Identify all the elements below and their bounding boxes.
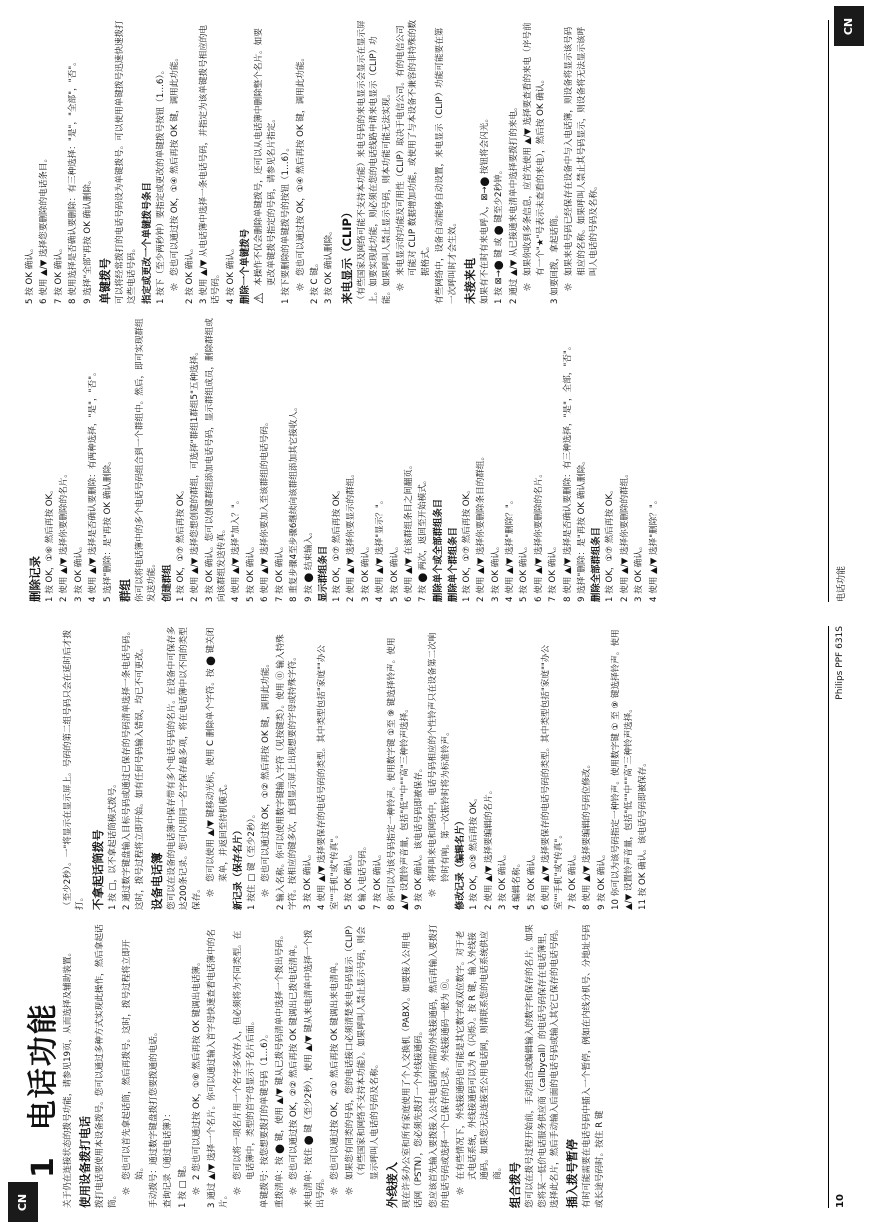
step: 1 按住 □ 键（至少2秒）。 xyxy=(247,809,258,910)
paragraph: 可以将经常拨打的电话号码设为单键拨号。可以使用单键拨号迅速快速拨打这些电话号码。 xyxy=(115,20,138,304)
step: 6 使用 ▲/▼ 选择您要删除的电话条目。 xyxy=(39,153,50,304)
tip-text: 您也可以通过按 OK，①② 然后再按 OK 键，调用此功能。 xyxy=(261,658,272,882)
heading-new-entry: 新记录（保存名片） xyxy=(233,825,245,910)
heading-group: 群组 xyxy=(118,579,133,602)
step: 4 编辑名称。 xyxy=(512,858,523,910)
step: 4 使用 ▲/▼ 选择"删除？"。 xyxy=(504,495,515,602)
step: 6 使用 ▲/▼ 选择你要删除的名片。 xyxy=(533,469,544,602)
tip-block xyxy=(232,924,257,1196)
step: 5 按 OK 确认。 xyxy=(519,541,530,602)
step: 3 按 OK 确认删除。 xyxy=(324,226,335,304)
step: 7 按 OK 确认。 xyxy=(568,849,578,910)
step: 3 通过 ▲/▼ 选择一个名片。你可以通过输入首字母快速查看电话簿中的名片。 xyxy=(206,929,230,1208)
tip-icon: ☼ xyxy=(287,1186,301,1196)
step: 8 使用 ▲/▼ 选择要编辑的号码位修改。 xyxy=(582,759,593,910)
heading-device-book: 设备电话簿 xyxy=(150,852,165,910)
step: 3 使用 ▲/▼ 从电话簿中选择一条电话号码，并指定为该单键拨号相应的电话号码。 xyxy=(199,25,222,304)
tip-text: 在有些情况下，外线接通码也可能是其它数字或双位数字。对于老式电话系统，外线接通码可以为 R（闪烁）。按 R 键，输入外线接通码。如果您无法连接至公用电话网，则请联系您的电话系统供应商。 xyxy=(455,930,503,1180)
paragraph: 现在许多办公室和所有家庭使用了个人交换机（PABX）。如要接入公用电话网（PSTN），您必须先拨打一个外线接通码。 xyxy=(401,932,425,1208)
paragraph: 拨打电话要使用本设备拨号。您可以通过多种方式实现此操作，然后拿起话筒。 xyxy=(95,924,118,1208)
step: 11 按 OK 确认。该电话号码即被保存。 xyxy=(638,758,649,910)
paragraph: （有些国家及网络可能不支持本功能）来电号码的来电显示会显示在显示屏上。如要实现此功能，则必须在您的电话线路申请来电显示（CLIP）功能。如果呼叫人禁止显示号码，则本功能可能无法实现。 xyxy=(356,20,392,304)
step: 3 按 OK 确认。 xyxy=(73,541,84,602)
step: 2 使用 ▲/▼ 选择你要显示的群组。 xyxy=(346,469,357,602)
tip-icon: ☼ xyxy=(426,888,440,898)
heading-delete-single-all-group: 删除单个或全部群组条目 xyxy=(432,498,444,602)
step: 8 使用选择是否确认要删除：有三种选择："是"，"全部"，"否"。 xyxy=(68,57,79,304)
tip-icon: ☼ xyxy=(521,282,535,292)
tip-block xyxy=(169,20,181,292)
step: 4 使用 ▲/▼ 选择要保存的电话号码的类型。其中类型包括"家庭""办公室""手机"或"传真"。 xyxy=(317,644,340,910)
paragraph: 单键拨号：按您想要拨打的单键号码（1…6）。 xyxy=(260,1029,271,1208)
tip-icon: ☼ xyxy=(168,282,182,292)
tip-text: 2 您也可以通过按 OK，①⑥ 然后再按 OK 键调出电话簿。 xyxy=(192,957,203,1180)
step: 6 输入电话号码。 xyxy=(358,841,369,910)
page-columns xyxy=(62,626,821,1208)
step: 3 按 OK 确认。 xyxy=(634,541,645,602)
tip-block xyxy=(329,924,341,1196)
tip-icon: ☼ xyxy=(393,282,407,292)
tip-text: 您也可以首先拿起话筒，然后再拨号。这时，拨号过程将立即开始。 xyxy=(122,939,145,1180)
step: 1 按 □，以不拿起话筒模式拨号。 xyxy=(107,779,118,910)
heading-delete-all-group: 删除全部群组条目 xyxy=(591,526,603,602)
heading-edit-entry: 修改记录（编辑名片） xyxy=(455,816,467,910)
paragraph: 有时可能需要在电话号码中插入一个暂停，例如在内线分机号、分地址号码或长途号码时。按住 R 键 xyxy=(582,924,605,1208)
step: 2 使用 ▲/▼ 选择你要删除条目的群组。 xyxy=(476,451,487,602)
heading-use-device: 使用设备拨打电话 xyxy=(78,1116,93,1208)
tip-text: 来电显示的功能及可用性（CLIP）取决于电信公司。有的电信公司可能对 CLIP 数据增加功能，或使用了与本设备不兼容的非特殊的数据格式。 xyxy=(395,20,431,276)
step: 7 按 OK 确认。 xyxy=(372,849,383,910)
step: 6 使用 ▲/▼ 选择你要加入至该群组的电话号码。 xyxy=(260,417,271,602)
page-header xyxy=(16,626,61,1211)
paragraph: 有些网络中，设备自动能够自动设置，来电显示（CLIP）功能可能要在第一次呼叫时才会生效。 xyxy=(435,27,458,304)
paragraph: 查询记录（通过电话簿）： xyxy=(163,1109,174,1208)
step: 7 按 OK 确认。 xyxy=(548,541,559,602)
paragraph: 如果有不在时有来电呼入，⊠→⬤ 按钮将会闪光。 xyxy=(479,113,490,304)
step: 5 按 OK 确认。 xyxy=(389,541,400,602)
step: 9 选择"删除：是"再按 OK 确认删除。 xyxy=(577,456,587,602)
step: 1 按下要删除的单键拨号的按钮（1…6）。 xyxy=(281,143,292,304)
footer-chapter: 电话功能 xyxy=(836,565,847,602)
page-11 xyxy=(18,20,851,602)
paragraph: 您可以在设备的电话簿中保存带有多个电话号码的名片。在设备中可保存多达200条记录。您可以用同一名字保存最多项，将在电话簿中以不同的类型保存。 xyxy=(167,626,202,910)
paragraph: 你可以将电话簿中的多个电话号码组合到一个群组中。然后，即可实现群组发送功能。 xyxy=(135,318,158,602)
tip-block xyxy=(205,626,230,898)
step: 5 按 OK 确认。 xyxy=(343,849,354,910)
step: 6 使用 ▲/▼ 选择要保存的电话号码的类型。其中类型包括"家庭""办公室""手机"或"传真"。 xyxy=(541,644,564,910)
heading-assign-speed: 指定或更改一个单键拨号条目 xyxy=(141,182,153,304)
step: 2 按 OK 确认。 xyxy=(184,243,195,304)
tip-icon: ☼ xyxy=(562,282,576,292)
step: 3 按 OK 确认。 xyxy=(360,541,371,602)
step: 9 按 ⬤ 结束输入。 xyxy=(303,527,314,602)
step: 3 按 OK 确认。 xyxy=(490,541,501,602)
tip-icon: ☼ xyxy=(453,1186,467,1196)
warning-text: 本操作不仅会删除单键拨号，还可以从电话簿中删除整个名片。如要更改单键拨号指定的号码，请参见名片指定。 xyxy=(254,28,277,286)
step: 1 按 OK，①⑤ 然后再按 OK。 xyxy=(469,793,480,910)
step: 2 通过 ▲/▼ 从已接通来电清单中选择要拨打的来电。 xyxy=(508,102,519,304)
tip-block xyxy=(191,924,203,1196)
step: 2 按 C 键。 xyxy=(309,258,320,304)
heading-show-group: 显示群组条目 xyxy=(317,545,329,602)
tip-block xyxy=(121,924,146,1196)
tip-block xyxy=(295,20,307,292)
step: 5 按 OK 确认。 xyxy=(526,849,537,910)
chapter-name: 电话功能 xyxy=(26,1002,61,1131)
page-footer xyxy=(828,626,851,1208)
step: 9 按 OK 确认。该电话号码即被保存。 xyxy=(413,763,424,910)
warning-block xyxy=(253,20,278,304)
warning-triangle-icon: ⚠ xyxy=(252,292,268,304)
tip-icon: ☼ xyxy=(342,1186,356,1196)
heading-insert-pause: 插入拨号暂停 xyxy=(565,1139,580,1208)
step: 10 你可以为该号码指定一种铃声。使用数字键 ① 至 ⑨ 键选择铃声。使用 ▲/▼ 设置铃声音量，包括"低""中""高"三种铃声选择。 xyxy=(611,629,634,910)
paragraph: 您应该首先输入要拨接入公共电话网所需的外线接通码，然后再输入要拨打的电话号码或选择一个已保存的记录。外线接通码一般为 ⓪。 xyxy=(428,924,452,1208)
step: 5 按 OK 确认。 xyxy=(25,243,35,304)
heading-no-pickup: 不拿起话筒拨号 xyxy=(90,829,105,910)
step: 8 重复步骤4至步骤6继续向该群组添加其它接收人。 xyxy=(289,402,300,602)
paragraph: （至少2秒）。一"将显示在显示屏上。号码的第二组号码只会在延时后才拨打。 xyxy=(63,629,86,910)
lang-tab-left xyxy=(8,1182,38,1222)
tip-icon: ☼ xyxy=(293,282,307,292)
step: 8 你可以为该号码指定一种铃声。使用数字键 ①至 ⑨ 键选择铃声。使用 ▲/▼ 设置铃声音量，包括"低""中""高"三种铃声选择。 xyxy=(387,637,410,910)
step: 2 通过数字键盘输入目标号码或通过已保存的号码清单选择一条电话号码。这时，拨号过程将立即开始。如有任何号码输入错误，均已不可更改。 xyxy=(122,626,145,910)
tip-text: 您也可以通过按 OK，①④ 然后再按 OK 键，调用此功能。 xyxy=(170,52,181,276)
step: 7 按 OK 确认。 xyxy=(53,243,64,304)
tip-icon: ☼ xyxy=(259,888,273,898)
step: 4 使用 ▲/▼ 选择"显示？"。 xyxy=(375,495,386,602)
step: 2 使用 ▲/▼ 选择你要删除的名片。 xyxy=(59,469,70,602)
intro-text: 关于仍在连接状态的拨号功能，请参见19页，从而选择及辅助装置。 xyxy=(63,947,73,1208)
lang-tab-right xyxy=(834,6,864,46)
tip-text: 如果你收到多条信息，应首先使用 ▲/▼ 选择要查看的来电（序号前有一个"★"号表示未查看的来电），然后按 OK 确认。 xyxy=(523,22,546,276)
tip-block xyxy=(395,20,432,292)
tip-block xyxy=(344,924,381,1196)
page-footer xyxy=(828,20,851,602)
tip-block xyxy=(288,924,300,1196)
step: 5 选择"删除：是"再按 OK 确认删除。 xyxy=(102,456,113,602)
tip-icon: ☼ xyxy=(120,1186,134,1196)
paragraph: 手动拨号：通过数字键盘拨打您要拨通的电话。 xyxy=(149,1027,160,1208)
step: 3 按 OK 确认。 xyxy=(497,849,508,910)
step: 9 按 OK 确认。 xyxy=(596,849,607,910)
lang-tab-label: CN xyxy=(16,1193,30,1211)
tip-block xyxy=(260,626,272,898)
step: 5 按 OK 确认。 xyxy=(245,541,256,602)
step: 1 按 OK，①⑦ 然后再按 OK。 xyxy=(331,485,342,602)
tip-text: 您也可以通过按 OK，①④ 然后再按 OK 键，调用此功能。 xyxy=(295,52,306,276)
paragraph: 来电清单：按住 ⬤ 键（至少2秒），使用 ▲/▼ 键从来电清单中选择一个拨出号码。 xyxy=(303,929,326,1208)
step: 6 使用 ▲/▼ 在该群组条目之间翻页。 xyxy=(403,460,414,602)
step: 1 按 ⊠→⬤ 键 或 ⬤ 键至少2秒钟。 xyxy=(494,165,505,304)
right-column-2 xyxy=(24,20,821,304)
step: 4 使用 ▲/▼ 选择是否确认要删除：有两种选择，"是"，"否"。 xyxy=(88,367,99,602)
tip-icon: ☼ xyxy=(190,1186,204,1196)
step: 4 按 OK 确认。 xyxy=(225,243,236,304)
product-name: Philips PPF 631S xyxy=(835,626,845,700)
step: 4 使用 ▲/▼ 选择"删除？"。 xyxy=(648,495,659,602)
left-column-1 xyxy=(62,924,821,1208)
heading-delete-single-group: 删除单个群组条目 xyxy=(447,526,459,602)
step: 3 按 OK 确认。您可以创建群组添加电话号码，显示群组成员，删除群组或向该群组发送传真。 xyxy=(204,318,228,602)
step: 3 按 OK 确认。 xyxy=(302,849,313,910)
heading-speed-dial: 单键拨号 xyxy=(98,258,113,304)
step: 9 选择"全部"再按 OK 确认删除。 xyxy=(82,175,93,304)
step: 3 如要回拨，拿起话筒。 xyxy=(550,209,560,304)
tip-block xyxy=(427,626,452,898)
left-column-2 xyxy=(62,626,821,910)
two-page-spread xyxy=(16,20,851,1211)
step: 2 使用 ▲/▼ 选择你要删除的群组。 xyxy=(619,469,630,602)
heading-missed: 未接来电 xyxy=(462,258,477,304)
heading-clip: 来电显示（CLIP） xyxy=(339,206,354,304)
tip-block xyxy=(455,924,505,1196)
step: 2 输入名称。你可以使用数字键输入字符（见按键类）。使用 ⓪ 输入特殊字符。按相应的键多次，直到显示屏上出现想要的字母或特殊字符。 xyxy=(275,634,299,910)
step: 4 使用 ▲/▼ 选择"加入？"。 xyxy=(231,495,242,602)
step: 1 按 □ 键。 xyxy=(177,1160,188,1208)
tip-icon: ☼ xyxy=(204,888,218,898)
tip-text: 将呼叫来电和网络中，电话号码相应的个性铃声只在设备第二次响铃时有响。第一次振铃时将为标准铃声。 xyxy=(428,632,451,882)
tip-text: 您也可以通过按 OK，②② 然后再按 OK 键调出已拨电话清单。 xyxy=(289,939,300,1180)
step: 7 按 OK 确认。 xyxy=(274,541,285,602)
step: 1 按 OK，①⑦ 然后再按 OK。 xyxy=(461,485,472,602)
step: 8 使用 ▲/▼ 选择是否确认要删除：有三种选择，"是"，全部，"否"。 xyxy=(562,341,573,602)
step: 2 使用 ▲/▼ 选择您想创建的群组，可选择"群组1群组5"五种选择。 xyxy=(190,347,201,602)
tip-block xyxy=(563,20,600,292)
step: 1 按 OK，①⑥ 然后再按 OK。 xyxy=(45,485,55,602)
heading-outside-line: 外线接入 xyxy=(384,1162,399,1208)
step: 1 按 OK，①⑦ 然后再按 OK。 xyxy=(605,485,616,602)
heading-create-group: 创建群组 xyxy=(161,564,173,602)
heading-group-dial: 组合拨号 xyxy=(508,1162,523,1208)
heading-delete-entry: 删除记录 xyxy=(28,556,42,602)
heading-delete-speed: 删除一个单键拨号 xyxy=(240,228,252,304)
paragraph: 重拨清单：按 ⬤ 键，使用 ▲/▼ 键从已拨号码清单中选择一个拨出号码。 xyxy=(274,930,285,1208)
page-10 xyxy=(16,626,851,1211)
paragraph: 您可以在拨号过程开始前，手动组合或编辑输入的数字和保存的名片。如果您将某一低价电话服务供应商（callbycall）的电话号码保存在电话簿里，选择此名片，然后手动输入后面的电话号码或输入其它已保存的电话号码。 xyxy=(525,924,560,1208)
tip-block xyxy=(522,20,547,292)
step: 1 按下（至少两秒钟）要指定或更改的单键拨号按钮（1…6）。 xyxy=(155,65,166,304)
tip-text: 您可以使用 ▲/▼ 键移动光标，使用 C 删除单个字符。按 ⬤ 键关闭菜单，并返回至待机模式。 xyxy=(206,627,229,882)
tip-text: 如果您有同类的号码，您的电话接口必须清楚来电号码显示（CLIP）（有些国家和网络不支持本功能）。如果呼叫人禁止显示号码，则会显示呼叫人电话的号码及名称。 xyxy=(344,925,380,1180)
step: 2 使用 ▲/▼ 选择要编辑的名片。 xyxy=(483,785,494,910)
spread-gutter xyxy=(18,608,851,620)
page-columns xyxy=(24,20,821,602)
step: 1 按 OK，①⑦ 然后再按 OK。 xyxy=(175,485,186,602)
chapter-number: 1 xyxy=(26,1155,61,1178)
step: 7 按 ⬤ 两次，返回至开始模式。 xyxy=(418,475,429,602)
right-column-1 xyxy=(24,318,821,602)
tip-icon: ☼ xyxy=(231,1186,245,1196)
tip-icon: ☼ xyxy=(328,1186,342,1196)
chapter-title xyxy=(18,1002,62,1178)
lang-tab-label: CN xyxy=(842,17,856,35)
page-number: 10 xyxy=(834,1194,846,1208)
tip-text: 您可以将一项名片用一个名字多次存入，但必须将为不同类型。在电话簿中，类型的首字母显示于名片后面。 xyxy=(233,930,256,1180)
tip-text: 如果来电号码已经保存在设备中与入电话簿，则设备将显示该号码相应的名称。如果呼叫人禁止其号码显示，则设备将无法显示该呼叫人电话的号码及名称。 xyxy=(564,26,600,276)
tip-text: 您也可以通过按 OK，②① 然后再按 OK 键调出来电清单。 xyxy=(330,956,341,1180)
